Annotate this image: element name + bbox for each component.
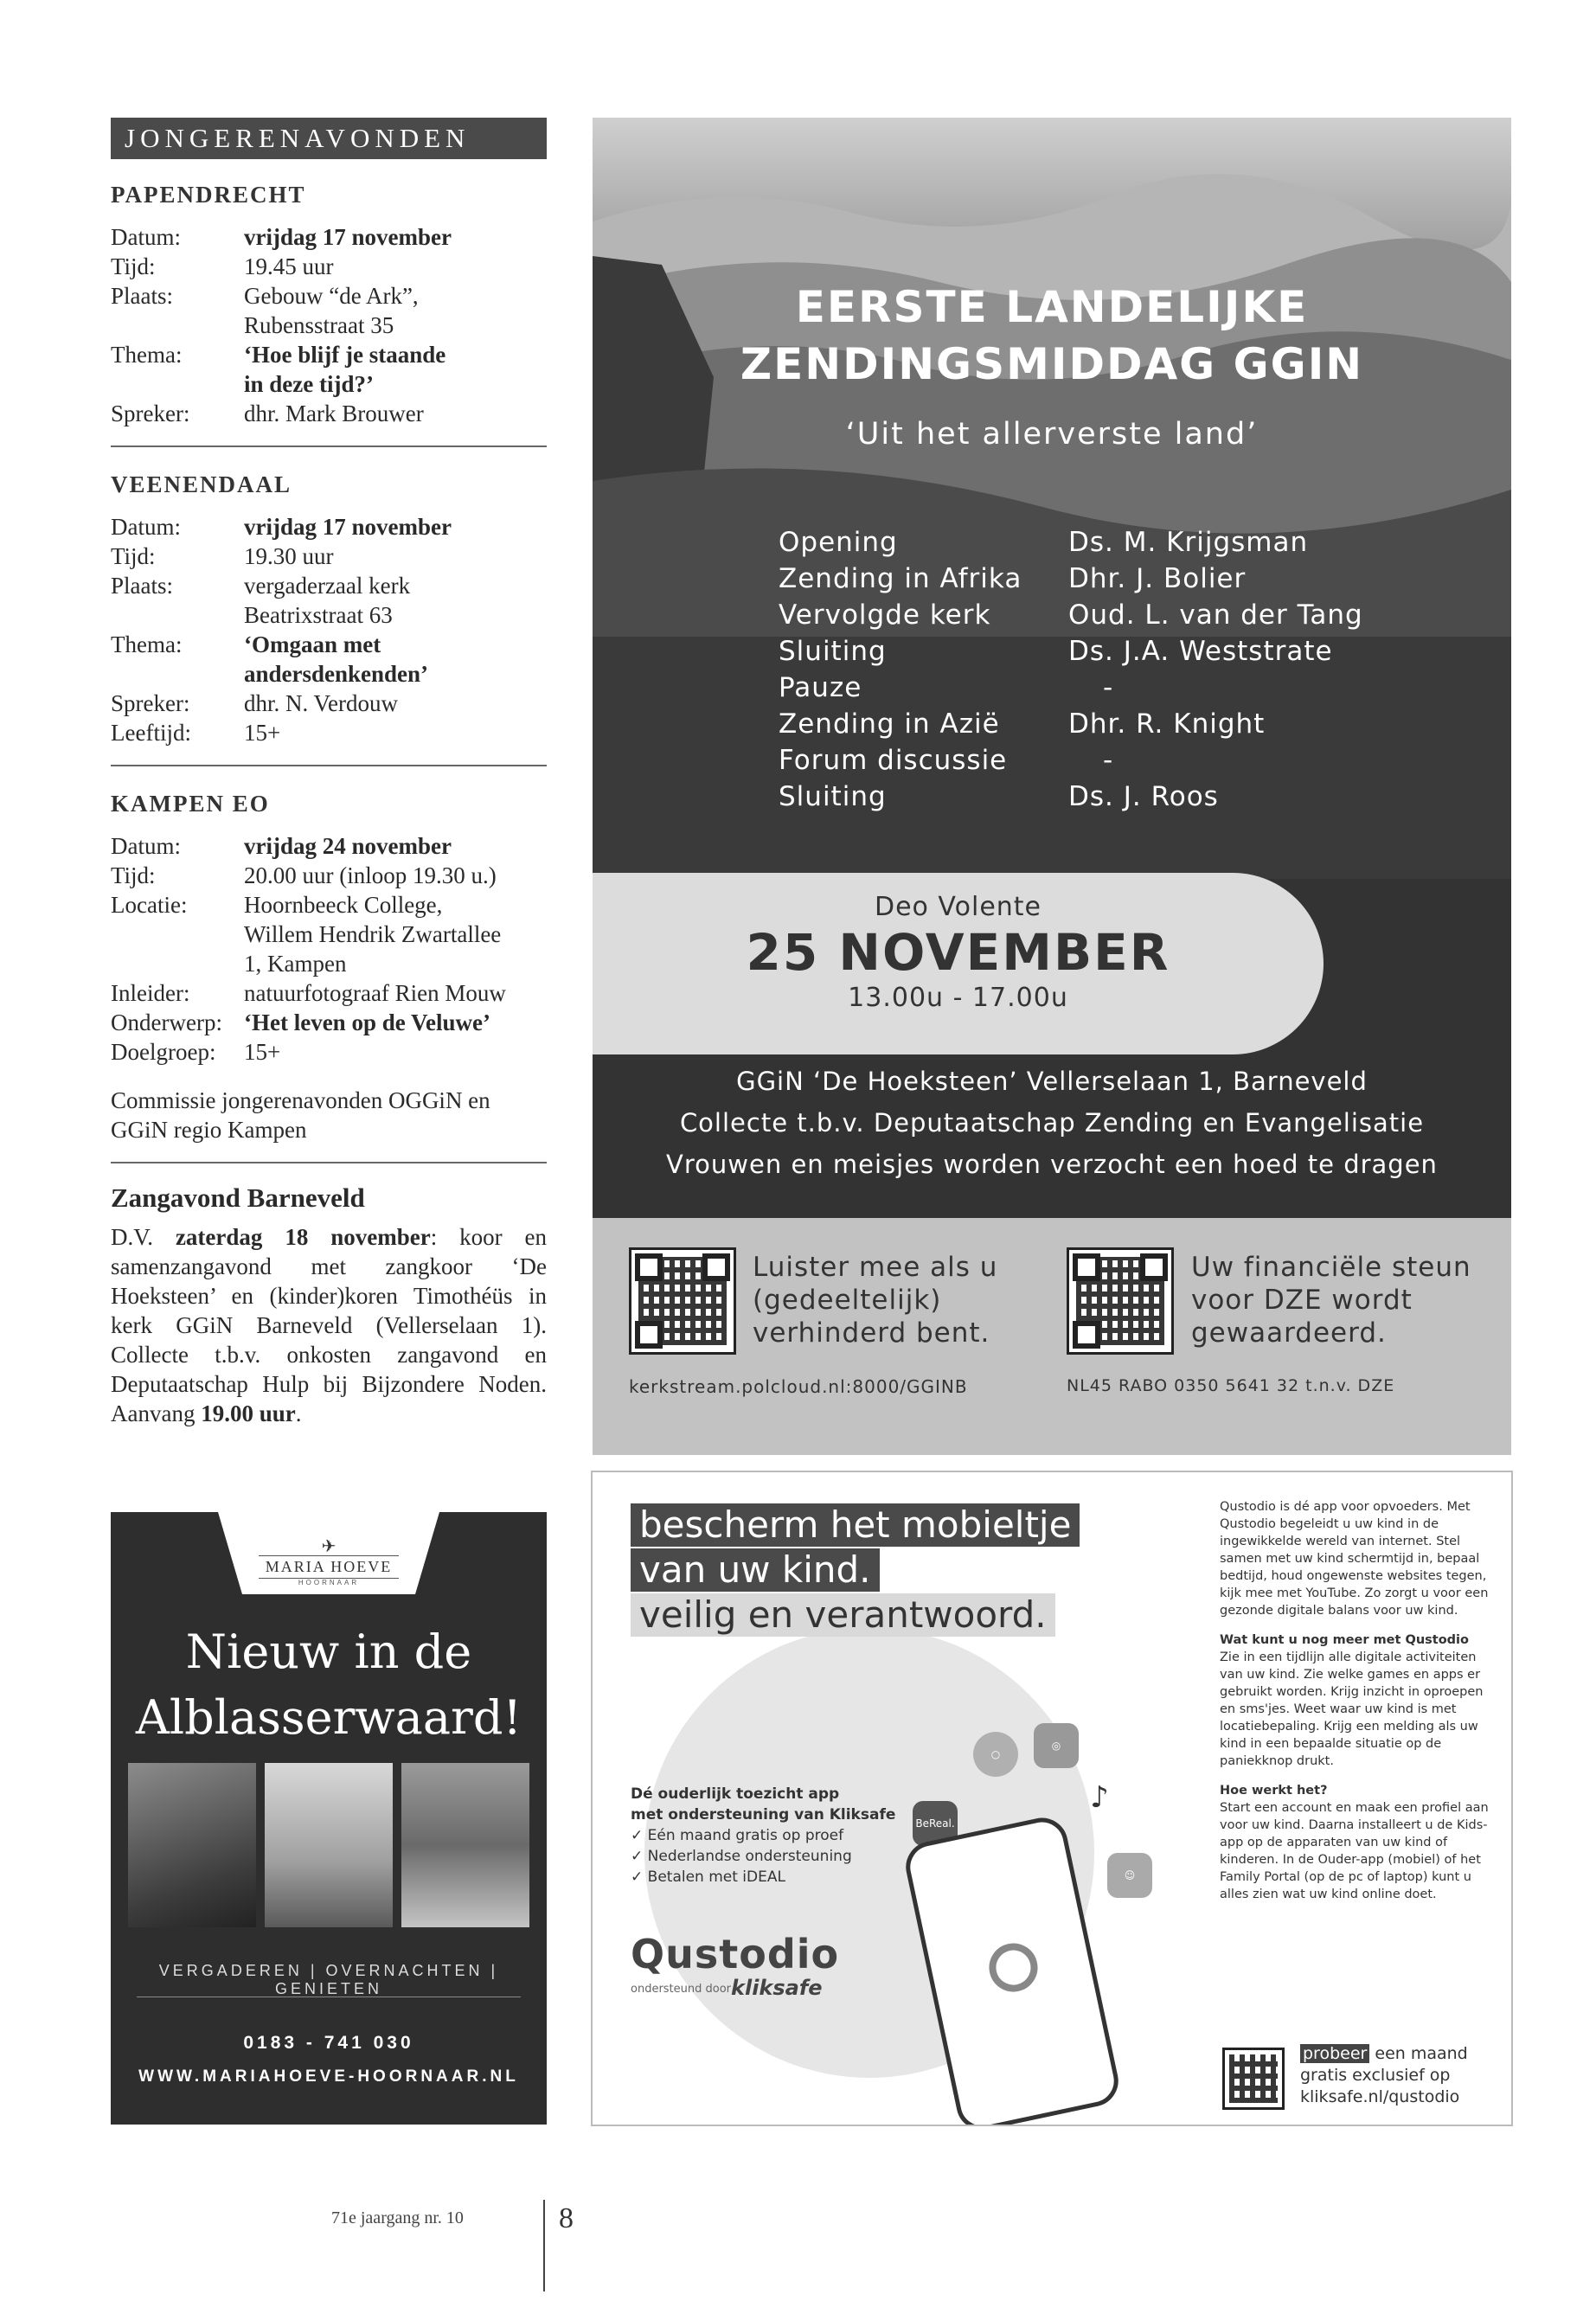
row-value: in deze tijd?’ xyxy=(244,371,374,397)
instagram-icon: ◎ xyxy=(1034,1723,1079,1768)
program-row xyxy=(779,561,1401,597)
program-item: Sluiting xyxy=(779,781,887,812)
detail-row xyxy=(111,1008,547,1037)
row-label xyxy=(111,311,244,340)
row-value: Rubensstraat 35 xyxy=(244,312,394,338)
row-value: Gebouw “de Ark”, xyxy=(244,283,419,309)
kampen-details xyxy=(111,831,547,1067)
row-value: Hoornbeeck College, xyxy=(244,892,443,918)
section-title: JONGERENAVONDEN xyxy=(111,118,547,159)
desc-heading-how: Hoe werkt het? xyxy=(1220,1784,1328,1798)
program-item: Opening xyxy=(779,527,898,558)
detail-row xyxy=(111,311,547,340)
event-date: 25 NOVEMBER xyxy=(746,923,1170,982)
row-label: Tijd: xyxy=(111,862,156,888)
donation-line-3: gewaardeerd. xyxy=(1191,1317,1387,1349)
row-label xyxy=(111,600,244,630)
row-value: vergaderzaal kerk xyxy=(244,573,411,599)
zangavond-end: . xyxy=(295,1400,302,1426)
qustodio-logo: Qustodio xyxy=(631,1931,840,1977)
supported-by: ondersteund door xyxy=(631,1983,732,1996)
program-item: Zending in Afrika xyxy=(779,563,1022,594)
ggin-poster xyxy=(593,118,1511,1455)
maria-phone[interactable]: 0183 - 741 030 xyxy=(243,2033,414,2053)
program-speaker: Ds. J.A. Weststrate xyxy=(1068,636,1333,667)
detail-row xyxy=(111,630,547,659)
program-item: Zending in Azië xyxy=(779,708,1000,740)
maria-logo-sub: HOORNAAR xyxy=(298,1579,360,1586)
snapchat-icon: ☺ xyxy=(1107,1853,1152,1898)
stream-line-3: verhinderd bent. xyxy=(753,1317,990,1349)
donation-iban: NL45 RABO 0350 5641 32 t.n.v. DZE xyxy=(1067,1376,1395,1395)
feature-item xyxy=(631,1846,895,1867)
feature-label: Eén maand gratis op proef xyxy=(647,1827,844,1844)
row-value: ‘Hoe blijf je staande xyxy=(244,342,446,368)
collection-line: Collecte t.b.v. Deputaatschap Zending en Evangelisatie xyxy=(679,1108,1425,1138)
program-item: Pauze xyxy=(779,672,862,703)
detail-row xyxy=(111,571,547,600)
donation-text xyxy=(1191,1251,1471,1349)
feature-item xyxy=(631,1825,895,1846)
check-icon: ✓ xyxy=(631,1848,648,1865)
feature-item xyxy=(631,1867,895,1888)
row-value: 1, Kampen xyxy=(244,951,347,977)
row-value: natuurfotograaf Rien Mouw xyxy=(244,980,506,1006)
papendrecht-details xyxy=(111,222,547,428)
veenendaal-details xyxy=(111,512,547,747)
row-label: Plaats: xyxy=(111,573,173,599)
row-label: Leeftijd: xyxy=(111,720,191,746)
stream-line-1: Luister mee als u xyxy=(753,1252,998,1283)
program-item: Forum discussie xyxy=(779,745,1008,776)
program-speaker: Ds. J. Roos xyxy=(1068,781,1219,812)
row-label: Plaats: xyxy=(111,283,173,309)
program-speaker: Dhr. J. Bolier xyxy=(1068,563,1247,594)
desc-intro: Qustodio is dé app voor opvoeders. Met Qustodio begeleidt u uw kind in de ingewikkelde wereld van internet. Stel samen met uw kind schermtijd in, bepaal bedtijd, houd ongewenste websites tegen, kijk mee met YouTube. Zo zorgt u voor een gezonde digitale balans voor uw kind. xyxy=(1220,1500,1489,1618)
row-label xyxy=(111,949,244,978)
photo-room xyxy=(265,1763,393,1927)
bereal-label: BeReal. xyxy=(915,1817,955,1830)
stream-line-2: (gedeeltelijk) xyxy=(753,1285,942,1316)
feature-label: Betalen met iDEAL xyxy=(647,1868,785,1886)
detail-row xyxy=(111,369,547,399)
row-label: Spreker: xyxy=(111,690,190,716)
detail-row xyxy=(111,222,547,252)
location-line: GGiN ‘De Hoeksteen’ Vellerselaan 1, Barneveld xyxy=(736,1067,1368,1096)
detail-row xyxy=(111,978,547,1008)
program-row xyxy=(779,633,1401,670)
detail-row xyxy=(111,831,547,861)
maria-logo xyxy=(111,1512,547,1616)
program-speaker: Dhr. R. Knight xyxy=(1068,708,1266,740)
kliksafe-qr-code[interactable] xyxy=(1222,2048,1285,2110)
ggin-title-2: ZENDINGSMIDDAG GGIN xyxy=(740,339,1364,389)
program-row xyxy=(779,742,1401,779)
program-row xyxy=(779,597,1401,633)
photo-building xyxy=(401,1763,529,1927)
headline-2: van uw kind. xyxy=(631,1548,880,1592)
row-label: Thema: xyxy=(111,631,183,657)
headline-1: bescherm het mobieltje xyxy=(631,1503,1080,1547)
qr-section xyxy=(593,1218,1511,1455)
program-row xyxy=(779,670,1401,706)
row-label: Locatie: xyxy=(111,892,188,918)
detail-row xyxy=(111,659,547,689)
program-row xyxy=(779,706,1401,742)
zangavond-body: : koor en samenzangavond met zangkoor ‘De Hoeksteen’ en (kinder)koren Timothéüs in kerk GGiN Barneveld (Vellerselaan 1). Collecte t.b.v. onkosten zangavond en Deputaatschap Hulp bij Bijzondere Noden. Aanvang xyxy=(111,1224,548,1426)
stream-text xyxy=(753,1251,997,1349)
footer-divider xyxy=(543,2200,545,2291)
event-time: 13.00u - 17.00u xyxy=(848,983,1068,1013)
check-icon: ✓ xyxy=(631,1868,648,1886)
ggin-title-1: EERSTE LANDELIJKE xyxy=(795,282,1309,332)
detail-row xyxy=(111,399,547,428)
divider xyxy=(111,445,547,447)
maria-tagline: VERGADEREN | OVERNACHTEN | GENIETEN xyxy=(158,1962,499,1997)
maria-headline-1: Nieuw in de xyxy=(185,1625,472,1679)
location-info xyxy=(593,1061,1511,1185)
row-value: andersdenkenden’ xyxy=(244,661,429,687)
detail-row xyxy=(111,861,547,890)
row-label: Thema: xyxy=(111,342,183,368)
row-label xyxy=(111,920,244,949)
headline-3: veilig en verantwoord. xyxy=(631,1593,1055,1637)
trial-offer[interactable] xyxy=(1300,2043,1468,2108)
zangavond-dv: D.V. xyxy=(111,1224,154,1250)
bird-icon: ✈ xyxy=(321,1535,337,1556)
row-value: 15+ xyxy=(244,720,281,746)
zangavond-text xyxy=(111,1222,547,1428)
desc-how: Start een account en maak een profiel aan voor uw kind. Daarna installeert u de Kids-app op de apparaten van uw kind of kinderen. In de Ouder-app (mobiel) of het Family Portal (op de pc of laptop) kunt u alles zien wat uw kind online doet. xyxy=(1220,1801,1489,1901)
issue-info: 71e jaargang nr. 10 xyxy=(331,2208,464,2227)
qustodio-description xyxy=(1220,1498,1497,1915)
app-features xyxy=(631,1784,895,1888)
papendrecht-title: PAPENDRECHT xyxy=(111,182,306,208)
feature-label: Nederlandse ondersteuning xyxy=(647,1848,852,1865)
offer-text-2: gratis exclusief op xyxy=(1300,2066,1451,2085)
detail-row xyxy=(111,890,547,920)
program-item: Vervolgde kerk xyxy=(779,599,991,631)
features-title-2: met ondersteuning van Kliksafe xyxy=(631,1806,896,1823)
ggin-title xyxy=(593,279,1511,393)
program-row xyxy=(779,779,1401,815)
program-speaker: Ds. M. Krijgsman xyxy=(1068,527,1309,558)
detail-row xyxy=(111,252,547,281)
dress-line: Vrouwen en meisjes worden verzocht een hoed te dragen xyxy=(666,1150,1438,1179)
detail-row xyxy=(111,689,547,718)
row-value: dhr. Mark Brouwer xyxy=(244,401,424,426)
left-column xyxy=(111,118,547,1428)
qustodio-app-icon xyxy=(984,1939,1042,1996)
detail-row xyxy=(111,512,547,542)
row-label: Tijd: xyxy=(111,543,156,569)
features-title-1: Dé ouderlijk toezicht app xyxy=(631,1785,840,1803)
circle-app-icon: ○ xyxy=(973,1732,1018,1777)
probeer-highlight: probeer xyxy=(1300,2044,1369,2063)
row-value: ‘Het leven op de Veluwe’ xyxy=(244,1009,490,1035)
divider xyxy=(111,765,547,766)
check-icon: ✓ xyxy=(631,1827,648,1844)
maria-logo-name: MARIA HOEVE xyxy=(259,1555,400,1579)
stream-qr-code[interactable] xyxy=(629,1247,736,1355)
row-label: Datum: xyxy=(111,224,181,250)
ggin-subtitle: ‘Uit het allerverste land’ xyxy=(845,417,1259,452)
program-speaker: - xyxy=(1103,745,1114,776)
row-label xyxy=(111,369,244,399)
row-label xyxy=(111,659,244,689)
row-value: 19.45 uur xyxy=(244,253,334,279)
stream-url[interactable]: kerkstream.polcloud.nl:8000/GGINB xyxy=(629,1376,968,1397)
maria-headline-2: Alblasserwaard! xyxy=(135,1690,522,1745)
desc-heading-more: Wat kunt u nog meer met Qustodio xyxy=(1220,1633,1469,1647)
divider xyxy=(111,1162,547,1163)
zangavond-date: zaterdag 18 november xyxy=(175,1224,431,1250)
offer-url[interactable]: kliksafe.nl/qustodio xyxy=(1300,2087,1460,2106)
zangavond-time: 19.00 uur xyxy=(201,1400,296,1426)
program-row xyxy=(779,524,1401,561)
detail-row xyxy=(111,1037,547,1067)
photo-car xyxy=(128,1763,256,1927)
row-value: 15+ xyxy=(244,1039,281,1065)
row-value: vrijdag 17 november xyxy=(244,224,452,250)
detail-row xyxy=(111,340,547,369)
donation-qr-code[interactable] xyxy=(1067,1247,1174,1355)
zangavond-title: Zangavond Barneveld xyxy=(111,1183,365,1213)
row-label: Doelgroep: xyxy=(111,1039,216,1065)
row-value: 19.30 uur xyxy=(244,543,334,569)
row-value: ‘Omgaan met xyxy=(244,631,381,657)
maria-hoeve-ad[interactable] xyxy=(111,1512,547,2125)
row-label: Datum: xyxy=(111,833,181,859)
qustodio-ad[interactable] xyxy=(591,1471,1513,2126)
offer-text-1: een maand xyxy=(1369,2044,1468,2063)
row-value: Beatrixstraat 63 xyxy=(244,602,393,628)
kampen-note: Commissie jongerenavonden OGGiN en GGiN regio Kampen xyxy=(111,1087,490,1143)
kampen-title: KAMPEN EO xyxy=(111,791,270,817)
row-label: Datum: xyxy=(111,514,181,540)
row-label: Spreker: xyxy=(111,401,190,426)
kliksafe-logo: kliksafe xyxy=(731,1976,823,2000)
detail-row xyxy=(111,600,547,630)
tiktok-icon: ♪ xyxy=(1090,1780,1109,1815)
maria-website[interactable]: WWW.MARIAHOEVE-HOORNAAR.NL xyxy=(138,2067,519,2086)
desc-more: Zie in een tijdlijn alle digitale activiteiten van uw kind. Zie welke games en apps er gebruikt worden. Krijg inzicht in oproepen en sms'jes. Weet waar uw kind is met locatiebepaling. Krijg een melding als uw kind in een bepaalde situatie op de paniekknop drukt. xyxy=(1220,1650,1484,1768)
donation-line-2: voor DZE wordt xyxy=(1191,1285,1413,1316)
deo-volente: Deo Volente xyxy=(874,892,1042,922)
row-label: Onderwerp: xyxy=(111,1009,222,1035)
detail-row xyxy=(111,281,547,311)
detail-row xyxy=(111,949,547,978)
row-label: Tijd: xyxy=(111,253,156,279)
program-speaker: - xyxy=(1103,672,1114,703)
veenendaal-title: VEENENDAAL xyxy=(111,471,292,497)
row-value: vrijdag 17 november xyxy=(244,514,452,540)
row-value: dhr. N. Verdouw xyxy=(244,690,398,716)
page-number: 8 xyxy=(559,2202,574,2234)
row-label: Inleider: xyxy=(111,980,190,1006)
detail-row xyxy=(111,920,547,949)
row-value: Willem Hendrik Zwartallee xyxy=(244,921,502,947)
donation-line-1: Uw financiële steun xyxy=(1191,1252,1471,1283)
maria-photos xyxy=(128,1763,529,1927)
program-list xyxy=(779,524,1401,815)
row-value: vrijdag 24 november xyxy=(244,833,452,859)
row-value: 20.00 uur (inloop 19.30 u.) xyxy=(244,862,497,888)
date-banner xyxy=(593,873,1324,1054)
detail-row xyxy=(111,542,547,571)
detail-row xyxy=(111,718,547,747)
maria-headline xyxy=(111,1619,547,1751)
program-speaker: Oud. L. van der Tang xyxy=(1068,599,1363,631)
program-item: Sluiting xyxy=(779,636,887,667)
